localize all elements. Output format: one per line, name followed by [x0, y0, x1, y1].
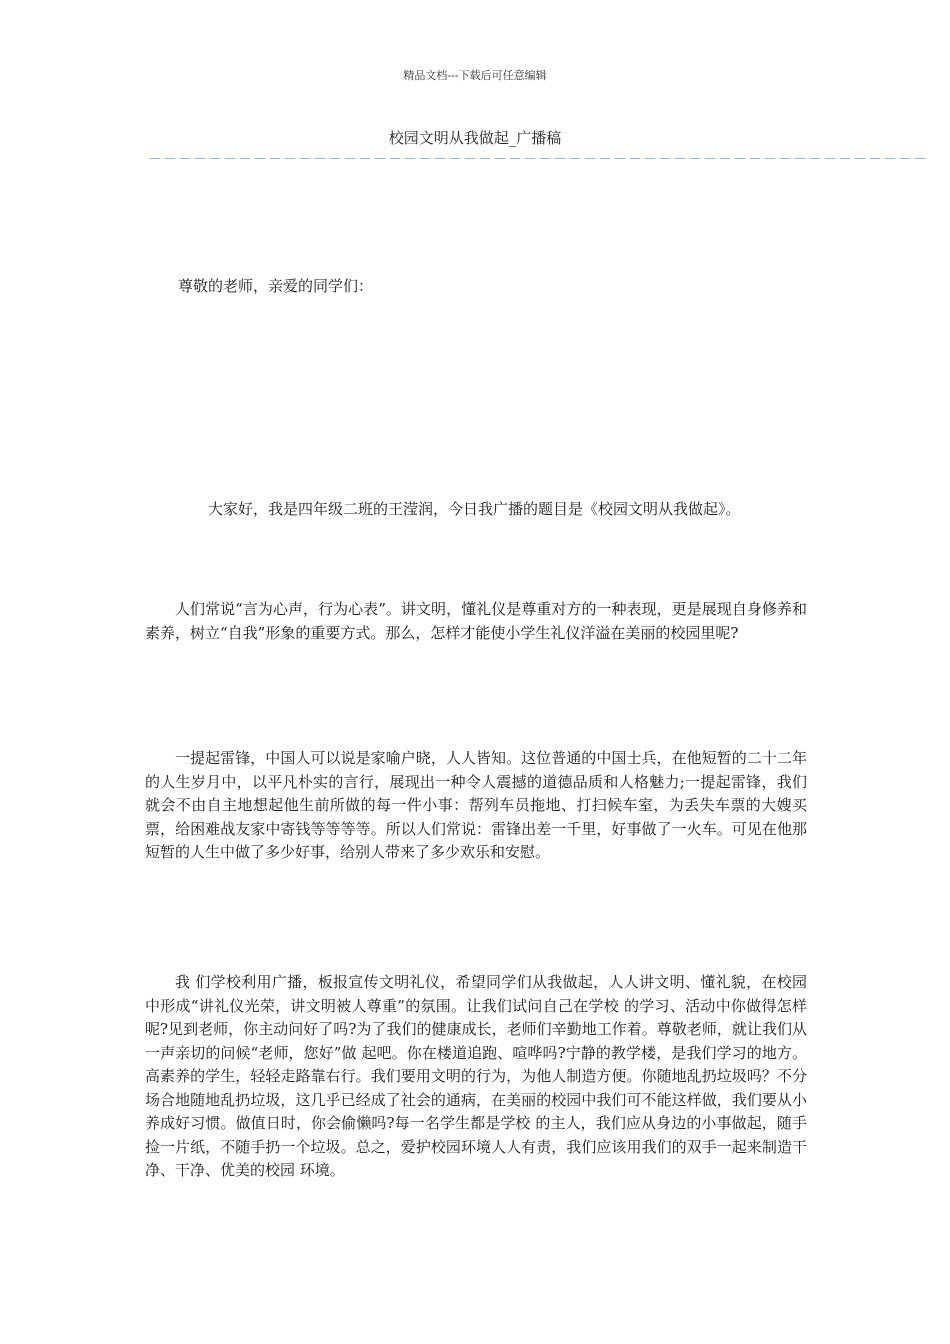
paragraph-etiquette: 人们常说“言为心声，行为心表”。讲文明，懂礼仪是尊重对方的一种表现，更是展现自身修养和素养，树立“自我”形象的重要方式。那么，怎样才能使小学生礼仪洋溢在美丽的校园里呢?: [145, 600, 807, 642]
paragraph-school: 我 们学校利用广播，板报宣传文明礼仪，希望同学们从我做起，人人讲文明、懂礼貌，在校园中形成“讲礼仪光荣，讲文明被人尊重”的氛围。让我们试问自己在学校 的学习、活动中你做得怎样呢?见到老师，你主动问好了吗?为了我们的健康成长，老师们辛勤地工作着。尊敬老师，就让我们从一声亲切的问候“老师，您好”做 起吧。你在楼道追跑、喧哗吗?宁静的教学楼，是我们学习的地方。高素养的学生，轻轻走路靠右行。我们要用文明的行为，为他人制造方便。你随地乱扔垃圾吗？不分场合地随地乱扔垃圾，这几乎已经成了社会的通病，在美丽的校园中我们可不能这样做，我们要从小养成好习惯。做值日时，你会偷懒吗?每一名学生都是学校 的主人，我们应从身边的小事做起，随手捡一片纸，不随手扔一个垃圾。总之，爱护校园环境人人有责，我们应该用我们的双手一起来制造干净、干净、优美的校园 环境。: [145, 973, 807, 1179]
paragraph-intro: 大家好，我是四年级二班的王滢润，今日我广播的题目是《校园文明从我做起》。: [208, 500, 741, 518]
header-note: 精品文档---下载后可任意编辑: [403, 69, 547, 82]
title-divider: －－－－－－－－－－－－－－－－－－－－－－－－－－－－－－－－－－－－－－－－－－－－－－－－－－－－: [148, 152, 928, 168]
greeting: 尊敬的老师，亲爱的同学们：: [178, 277, 374, 295]
document-title: 校园文明从我做起_广播稿: [388, 129, 562, 147]
paragraph-leifeng: 一提起雷锋，中国人可以说是家喻户晓，人人皆知。这位普通的中国士兵，在他短暂的二十二年的人生岁月中，以平凡朴实的言行，展现出一种令人震撼的道德品质和人格魅力;一提起雷锋，我们就会不由自主地想起他生前所做的每一件小事：帮列车员拖地、打扫候车室，为丢失车票的大嫂买票，给困难战友家中寄钱等等等等。所以人们常说：雷锋出差一千里，好事做了一火车。可见在他那短暂的人生中做了多少好事，给别人带来了多少欢乐和安慰。: [145, 749, 807, 861]
